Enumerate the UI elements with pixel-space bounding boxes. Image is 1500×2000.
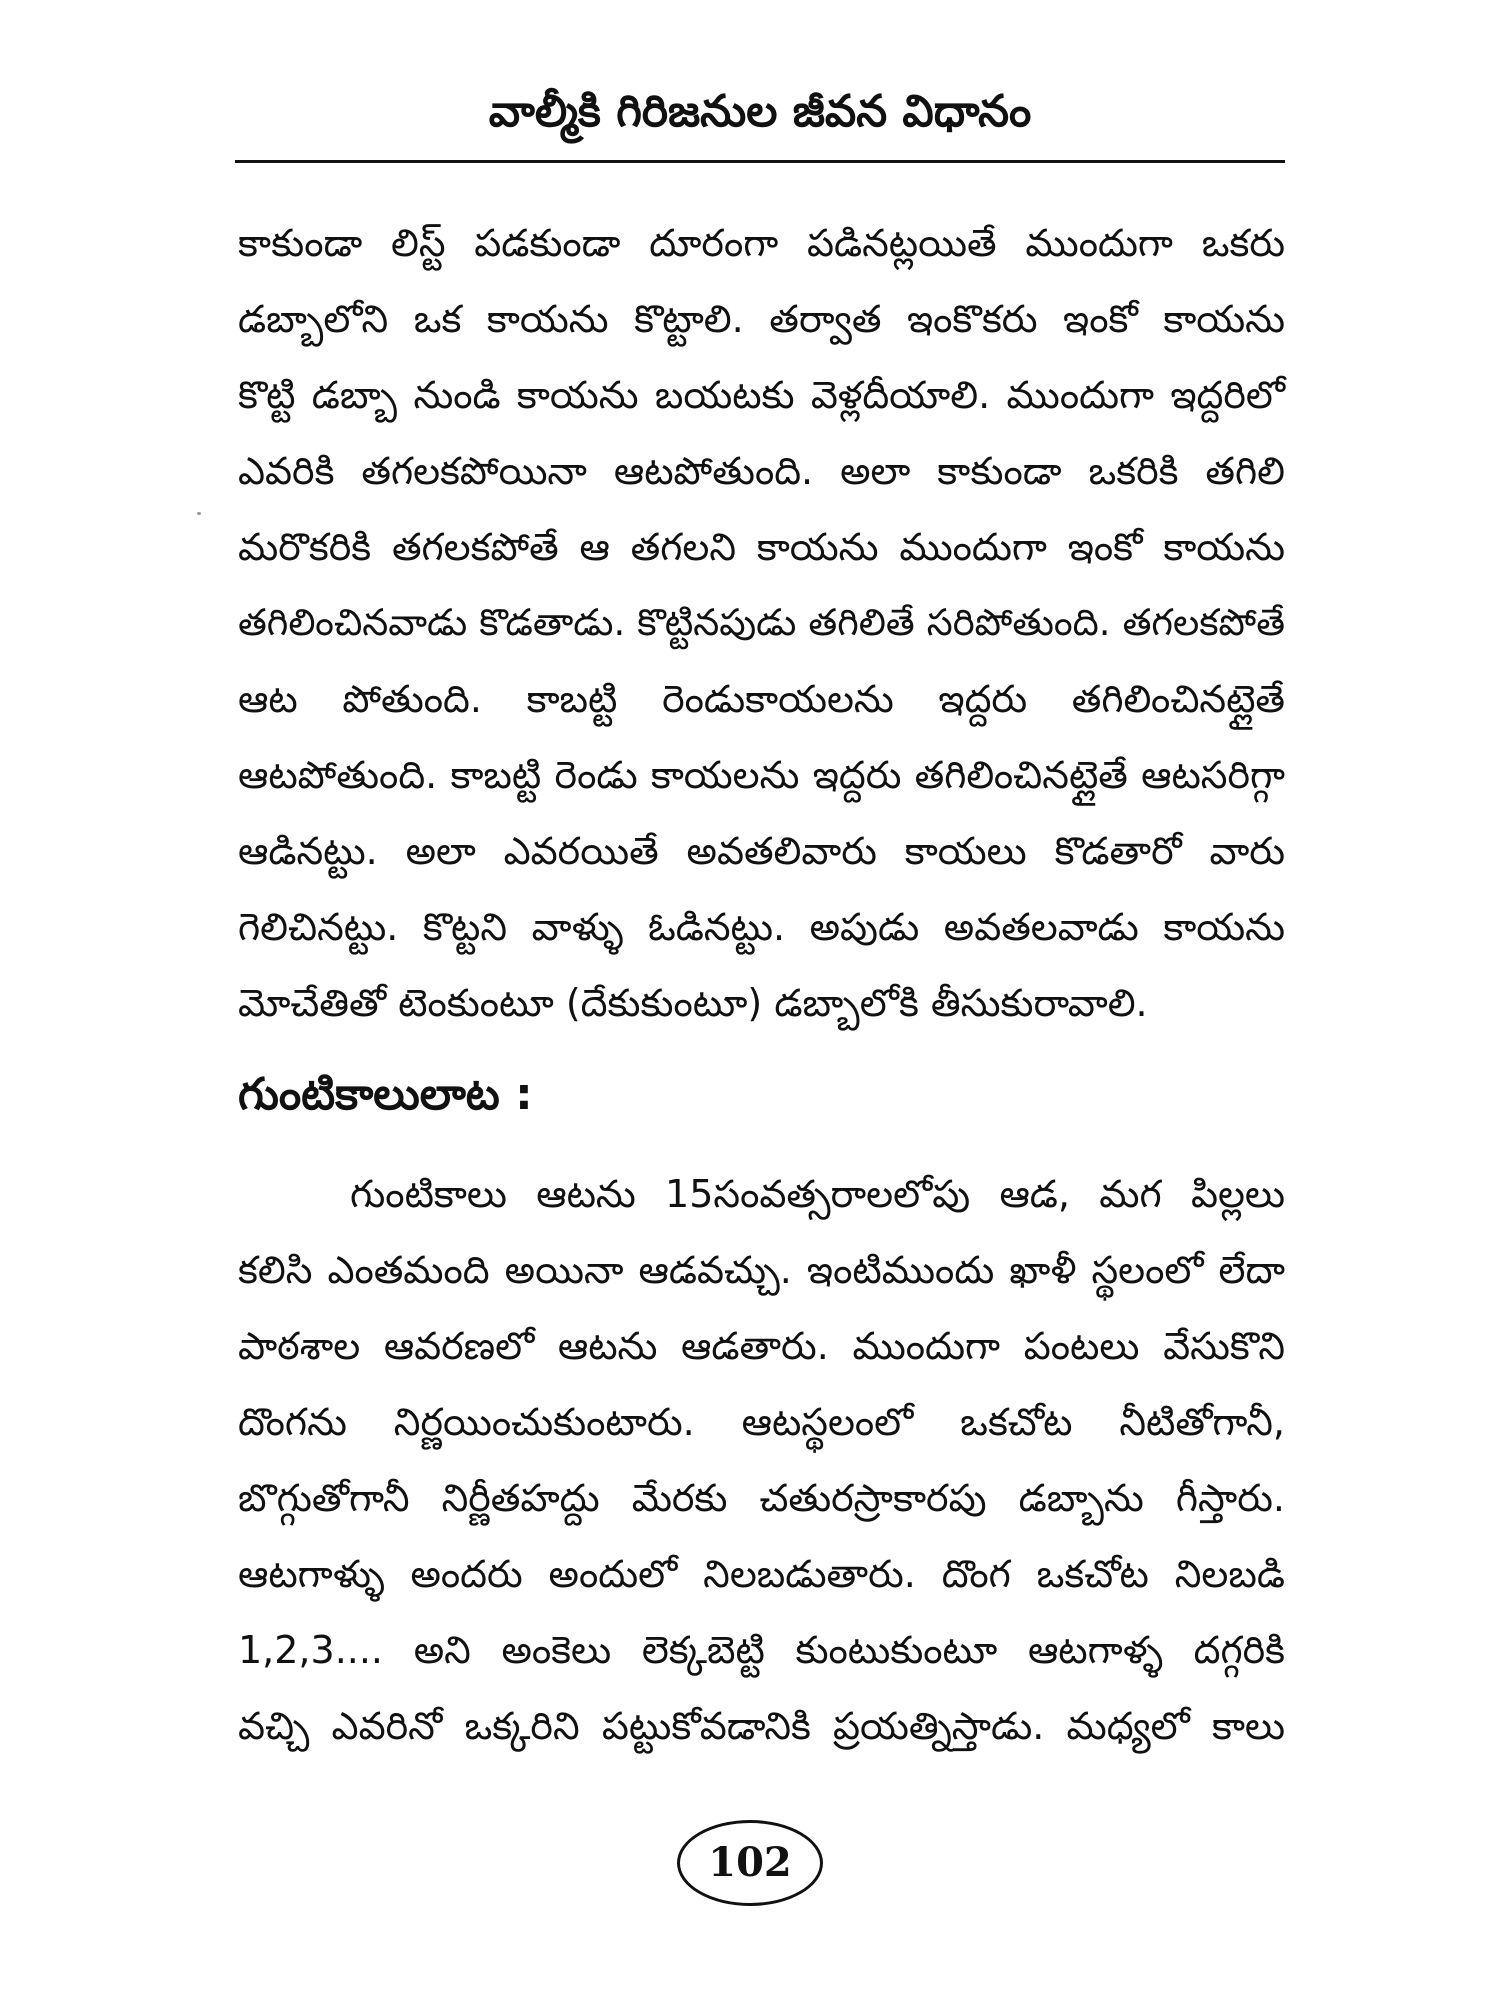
text-line: కలిసి ఎంతమంది అయినా ఆడవచ్చు. ఇంటిముందు ఖాళీ స్థలంలో లేదా bbox=[238, 1248, 1285, 1292]
section-heading: గుంటికాలులాట : bbox=[238, 1069, 533, 1120]
text-line: మరొకరికి తగలకపోతే ఆ తగలని కాయను ముందుగా ఇంకో కాయను bbox=[238, 525, 1285, 569]
page-number: 102 bbox=[708, 1839, 792, 1886]
text-line: ఆటపోతుంది. కాబట్టి రెండు కాయలను ఇద్దరు తగిలించినట్లైతే ఆటసరిగ్గా bbox=[238, 753, 1285, 797]
text-line: డబ్బాలోని ఒక కాయను కొట్టాలి. తర్వాత ఇంకొకరు ఇంకో కాయను bbox=[238, 297, 1285, 341]
page-number-oval bbox=[677, 1820, 823, 1906]
text-line: మోచేతితో టెంకుంటూ (దేకుకుంటూ) డబ్బాలోకి తీసుకురావాలి. bbox=[238, 981, 1148, 1025]
text-line: కాకుండా లిస్ట్ పడకుండా దూరంగా పడినట్లయితే ముందుగా ఒకరు bbox=[238, 221, 1285, 265]
paragraph-2 bbox=[238, 1156, 1285, 1764]
text-line: ఆటగాళ్ళు అందరు అందులో నిలబడుతారు. దొంగ ఒకచోట నిలబడి bbox=[238, 1552, 1285, 1596]
text-line: బొగ్గుతోగానీ నిర్ణీతహద్దు మేరకు చతురస్రాకారపు డబ్బాను గీస్తారు. bbox=[238, 1476, 1285, 1520]
text-line: గుంటికాలు ఆటను 15సంవత్సరాలలోపు ఆడ, మగ పిల్లలు bbox=[350, 1172, 1285, 1216]
text-line: తగిలించినవాడు కొడతాడు. కొట్టినపుడు తగిలితే సరిపోతుంది. తగలకపోతే bbox=[238, 601, 1285, 644]
text-line: పాఠశాల ఆవరణలో ఆటను ఆడతారు. ముందుగా పంటలు వేసుకొని bbox=[238, 1324, 1285, 1368]
text-line: కొట్టి డబ్బా నుండి కాయను బయటకు వెళ్లదీయాలి. ముందుగా ఇద్దరిలో bbox=[238, 373, 1285, 417]
running-head-title: వాల్మీకి గిరిజనుల జీవన విధానం bbox=[488, 86, 1032, 137]
scan-speck bbox=[197, 512, 201, 515]
text-line: దొంగను నిర్ణయించుకుంటారు. ఆటస్థలంలో ఒకచోట నీటితోగానీ, bbox=[238, 1400, 1285, 1444]
text-line: 1,2,3.... అని అంకెలు లెక్కబెట్టి కుంటుకుంటూ ఆటగాళ్ళ దగ్గరికి bbox=[238, 1628, 1285, 1672]
paragraph-1 bbox=[238, 205, 1285, 1041]
text-line: గెలిచినట్టు. కొట్టని వాళ్ళు ఓడినట్టు. అపుడు అవతలవాడు కాయను bbox=[238, 905, 1285, 949]
text-line: ఆట పోతుంది. కాబట్టి రెండుకాయలను ఇద్దరు తగిలించినట్లైతే bbox=[238, 677, 1285, 721]
text-line: ఎవరికి తగలకపోయినా ఆటపోతుంది. అలా కాకుండా ఒకరికి తగిలి bbox=[238, 449, 1285, 493]
text-line: వచ్చి ఎవరినో ఒక్కరిని పట్టుకోవడానికి ప్రయత్నిస్తాడు. మధ్యలో కాలు bbox=[238, 1704, 1285, 1748]
text-line: ఆడినట్టు. అలా ఎవరయితే అవతలివారు కాయలు కొడతారో వారు bbox=[238, 829, 1285, 873]
header-rule bbox=[235, 160, 1285, 163]
